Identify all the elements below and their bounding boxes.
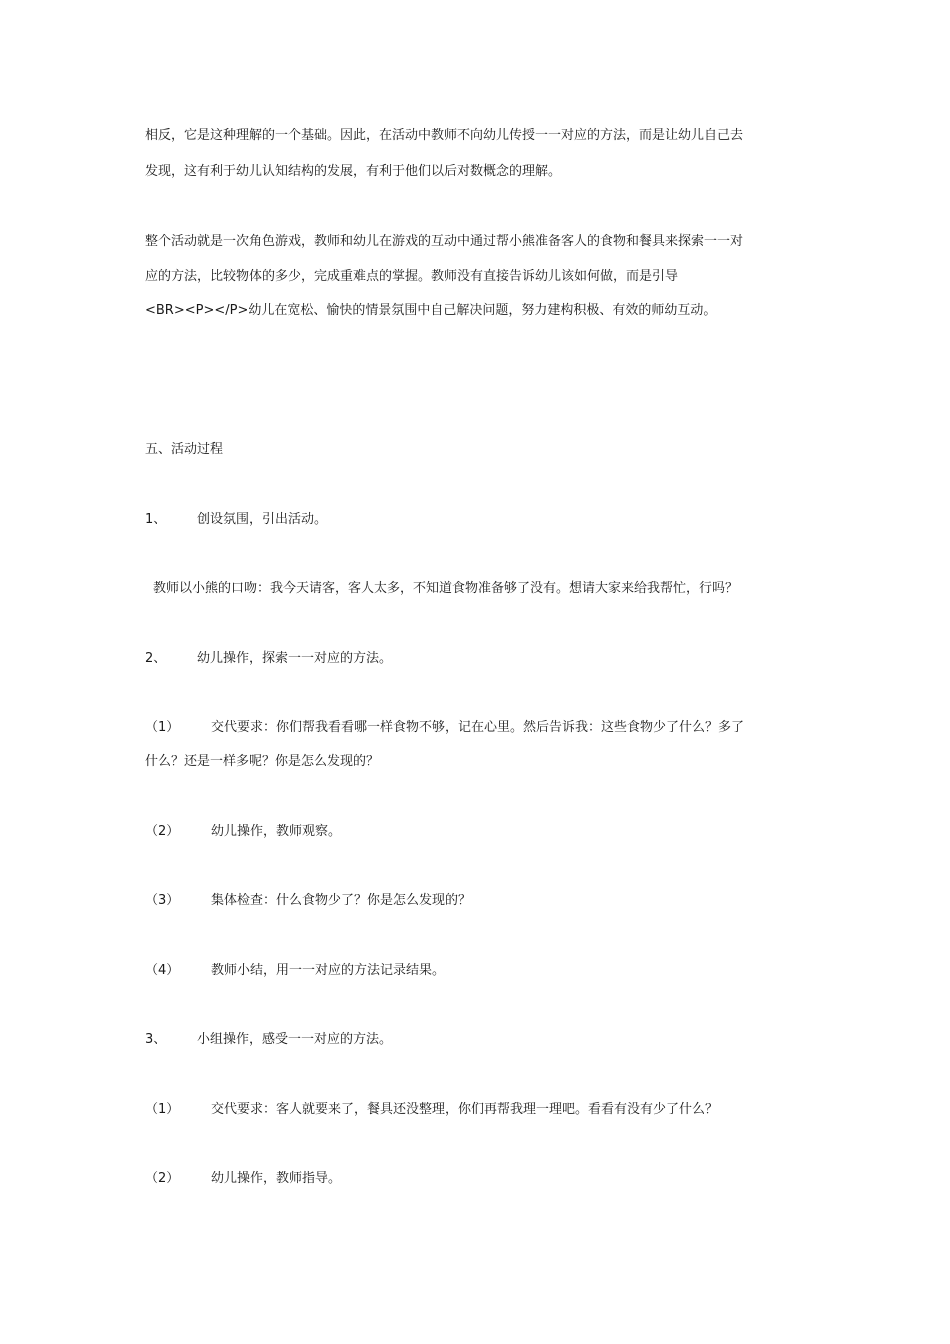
substep-3-2 — [145, 1170, 341, 1188]
step-1-title: 创设氛围，引出活动。 — [197, 512, 328, 527]
step-3-title: 小组操作，感受一一对应的方法。 — [197, 1032, 393, 1047]
substep-2-1-number: （1） — [145, 720, 180, 735]
substep-2-1-continued: 什么？还是一样多呢？你是怎么发现的？ — [145, 754, 380, 769]
step-2-title: 幼儿操作，探索一一对应的方法。 — [197, 651, 393, 666]
step-3 — [145, 1031, 392, 1049]
paragraph-2-line-3 — [145, 302, 716, 320]
substep-2-2-number: （2） — [145, 824, 180, 839]
substep-2-1 — [145, 719, 744, 737]
substep-3-1-number: （1） — [145, 1102, 180, 1117]
paragraph-2-line-3-text: 幼儿在宽松、愉快的情景氛围中自己解决问题，努力建构积极、有效的师幼互动。 — [248, 303, 717, 318]
substep-3-1 — [145, 1101, 718, 1119]
substep-2-2-text: 幼儿操作，教师观察。 — [211, 824, 342, 839]
substep-2-4-text: 教师小结，用一一对应的方法记录结果。 — [211, 963, 446, 978]
paragraph-2-line-2: 应的方法，比较物体的多少，完成重难点的掌握。教师没有直接告诉幼儿该如何做，而是引导 — [145, 269, 679, 284]
substep-3-2-text: 幼儿操作，教师指导。 — [211, 1171, 342, 1186]
substep-2-3-number: （3） — [145, 893, 180, 908]
step-2-number: 2、 — [145, 651, 167, 666]
substep-3-2-number: （2） — [145, 1171, 180, 1186]
step-1-description: 教师以小熊的口吻：我今天请客，客人太多，不知道食物准备够了没有。想请大家来给我帮忙，行吗？ — [153, 581, 739, 596]
substep-2-3-text: 集体检查：什么食物少了？你是怎么发现的？ — [211, 893, 472, 908]
paragraph-2-line-1: 整个活动就是一次角色游戏，教师和幼儿在游戏的互动中通过帮小熊准备客人的食物和餐具来探索一一对 — [145, 234, 744, 249]
substep-2-1-text: 交代要求：你们帮我看看哪一样食物不够，记在心里。然后告诉我：这些食物少了什么？多了 — [211, 720, 745, 735]
paragraph-1-line-1: 相反，它是这种理解的一个基础。因此，在活动中教师不向幼儿传授一一对应的方法，而是让幼儿自己去 — [145, 128, 744, 143]
html-tag-text: <BR><P></P> — [145, 303, 249, 318]
substep-2-4 — [145, 962, 445, 980]
section-heading: 五、活动过程 — [145, 442, 224, 457]
step-2 — [145, 650, 392, 668]
paragraph-1-line-2: 发现，这有利于幼儿认知结构的发展，有利于他们以后对数概念的理解。 — [145, 164, 562, 179]
substep-2-3 — [145, 892, 471, 910]
step-1 — [145, 511, 327, 529]
substep-3-1-text: 交代要求：客人就要来了，餐具还没整理，你们再帮我理一理吧。看看有没有少了什么？ — [211, 1102, 719, 1117]
substep-2-4-number: （4） — [145, 963, 180, 978]
step-1-number: 1、 — [145, 512, 167, 527]
substep-2-2 — [145, 823, 341, 841]
step-3-number: 3、 — [145, 1032, 167, 1047]
